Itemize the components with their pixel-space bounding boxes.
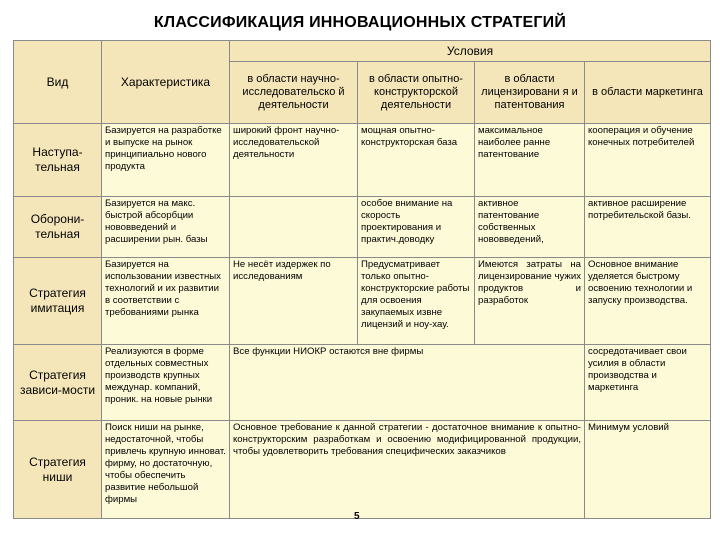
- row-characteristic: Базируется на макс. быстрой абсорбции нововведений и расширении рын. базы: [102, 197, 230, 258]
- row-characteristic: Поиск ниши на рынке, недостаточной, чтобы привлечь крупную инноват. фирму, но достаточную, чтобы обеспечить развитие небольшой фирмы: [102, 421, 230, 519]
- row-characteristic: Реализуются в форме отдельных совместных производств крупных междунар. компаний, проник. на новые рынки: [102, 345, 230, 421]
- header-marketing: в области маркетинга: [585, 62, 711, 124]
- header-design: в области опытно-конструкторской деятельности: [358, 62, 475, 124]
- table-row: [14, 421, 711, 519]
- row-name: Стратегия имитация: [14, 258, 102, 345]
- table-row: [14, 197, 711, 258]
- header-characteristic: Характеристика: [102, 41, 230, 124]
- strategy-table: [13, 40, 711, 519]
- table-row: [14, 124, 711, 197]
- row-design: мощная опытно-конструкторская база: [358, 124, 475, 197]
- row-name: Наступа-тельная: [14, 124, 102, 197]
- row-marketing: сосредотачивает свои усилия в области производства и маркетинга: [585, 345, 711, 421]
- row-name: Стратегия зависи-мости: [14, 345, 102, 421]
- row-design: особое внимание на скорость проектирования и практич.доводку: [358, 197, 475, 258]
- row-merged-conditions: Все функции НИОКР остаются вне фирмы: [230, 345, 585, 421]
- page-number: 5: [354, 511, 360, 522]
- header-vid: Вид: [14, 41, 102, 124]
- row-merged-conditions: Основное требование к данной стратегии - достаточное внимание к опытно-конструкторским разработкам и освоению модифицированной продукции, чтобы удовлетворить требования специфических заказчиков: [230, 421, 585, 519]
- row-design: Предусматривает только опытно-конструкторские работы для освоения закупаемых извне лицензий и ноу-хау.: [358, 258, 475, 345]
- row-licensing: активное патентование собственных нововведений,: [475, 197, 585, 258]
- row-research: широкий фронт научно-исследовательской деятельности: [230, 124, 358, 197]
- row-marketing: Минимум условий: [585, 421, 711, 519]
- row-research: Не несёт издержек по исследованиям: [230, 258, 358, 345]
- row-marketing: кооперация и обучение конечных потребителей: [585, 124, 711, 197]
- table-row: [14, 345, 711, 421]
- row-marketing: Основное внимание уделяется быстрому освоению технологии и запуску производства.: [585, 258, 711, 345]
- header-licensing: в области лицензировани я и патентования: [475, 62, 585, 124]
- row-name: Стратегия ниши: [14, 421, 102, 519]
- header-conditions: Условия: [230, 41, 711, 62]
- row-research: [230, 197, 358, 258]
- header-research: в области научно-исследовательско й деятельности: [230, 62, 358, 124]
- table-row: [14, 258, 711, 345]
- page-title: КЛАССИФИКАЦИЯ ИННОВАЦИОННЫХ СТРАТЕГИЙ: [153, 14, 567, 31]
- row-licensing: максимальное наиболее ранне патентование: [475, 124, 585, 197]
- row-name: Оборони-тельная: [14, 197, 102, 258]
- row-characteristic: Базируется на разработке и выпуске на рынок принципиально нового продукта: [102, 124, 230, 197]
- row-marketing: активное расширение потребительской базы.: [585, 197, 711, 258]
- row-characteristic: Базируется на использовании известных технологий и их развитии в соответствии с требованиями рынка: [102, 258, 230, 345]
- row-licensing: Имеются затраты на лицензирование чужих продуктов и разработок: [475, 258, 585, 345]
